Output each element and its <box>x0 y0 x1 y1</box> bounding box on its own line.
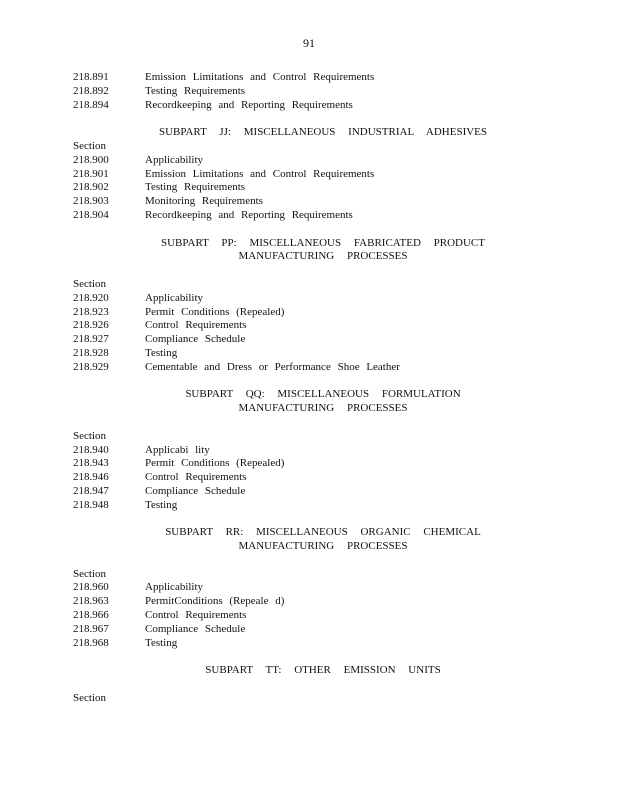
section-label: Section <box>73 429 106 442</box>
section-title: Testing Requirements <box>145 181 246 194</box>
section-title: Recordkeeping and Reporting Requirements <box>145 208 353 221</box>
section-number: 218.894 <box>73 98 109 111</box>
section-number: 218.903 <box>73 195 109 208</box>
section-title: PermitConditions (Repeale d) <box>145 595 285 608</box>
section-number: 218.926 <box>73 319 109 332</box>
section-title: Testing Requirements <box>145 84 246 97</box>
section-title: Emission Limitations and Control Requirements <box>145 167 375 180</box>
section-title: Control Requirements <box>145 319 247 332</box>
section-label: Section <box>73 277 106 290</box>
subpart-jj-list <box>73 154 573 223</box>
list-item <box>73 71 573 85</box>
section-number: 218.929 <box>73 360 109 373</box>
section-title: Compliance Schedule <box>145 622 246 635</box>
subpart-pp-heading-line-2: MANUFACTURING PROCESSES <box>238 250 408 263</box>
list-item <box>73 292 573 306</box>
section-number: 218.946 <box>73 471 109 484</box>
section-number: 218.968 <box>73 636 109 649</box>
list-item <box>73 609 573 623</box>
list-item <box>73 195 573 209</box>
section-title: Permit Conditions (Repealed) <box>145 305 285 318</box>
list-item <box>73 581 573 595</box>
subpart-tt-heading: SUBPART TT: OTHER EMISSION UNITS <box>205 664 441 677</box>
subpart-jj-heading: SUBPART JJ: MISCELLANEOUS INDUSTRIAL ADHESIVES <box>158 126 488 139</box>
list-item <box>73 595 573 609</box>
section-number: 218.967 <box>73 622 109 635</box>
section-title: Permit Conditions (Repealed) <box>145 457 285 470</box>
section-number: 218.966 <box>73 609 109 622</box>
section-number: 218.892 <box>73 84 109 97</box>
section-number: 218.900 <box>73 153 109 166</box>
subpart-rr-heading: SUBPART RR: MISCELLANEOUS ORGANIC CHEMICAL <box>165 526 481 539</box>
list-item <box>73 85 573 99</box>
top-section-list <box>73 71 573 112</box>
list-item <box>73 209 573 223</box>
section-title: Cementable and Dress or Performance Shoe Leather <box>145 360 400 373</box>
subpart-rr-heading-line-2: MANUFACTURING PROCESSES <box>238 540 408 553</box>
section-title: Emission Limitations and Control Requirements <box>145 71 375 83</box>
list-item <box>73 361 573 375</box>
section-title: Applicability <box>145 153 204 166</box>
list-item <box>73 444 573 458</box>
section-number: 218.927 <box>73 333 109 346</box>
subpart-pp-list <box>73 292 573 375</box>
section-number: 218.963 <box>73 595 109 608</box>
section-title: Testing <box>145 498 178 511</box>
section-title: Applicability <box>145 581 204 594</box>
section-title: Control Requirements <box>145 471 247 484</box>
list-item <box>73 485 573 499</box>
section-title: Monitoring Requirements <box>145 195 263 208</box>
section-title: Applicability <box>145 291 204 304</box>
section-title: Testing <box>145 636 178 649</box>
subpart-rr-list <box>73 581 573 650</box>
list-item <box>73 306 573 320</box>
list-item <box>73 319 573 333</box>
subpart-qq-heading: SUBPART QQ: MISCELLANEOUS FORMULATION <box>185 388 461 401</box>
section-number: 218.943 <box>73 457 109 470</box>
list-item <box>73 457 573 471</box>
page-number: 91 <box>303 36 315 50</box>
section-label: Section <box>73 691 106 704</box>
section-title: Control Requirements <box>145 609 247 622</box>
section-number: 218.920 <box>73 291 109 304</box>
subpart-qq-list <box>73 444 573 513</box>
list-item <box>73 333 573 347</box>
section-number: 218.902 <box>73 181 109 194</box>
section-label: Section <box>73 139 106 152</box>
subpart-pp-heading: SUBPART PP: MISCELLANEOUS FABRICATED PRODUCT <box>161 236 485 249</box>
section-title: Compliance Schedule <box>145 484 246 497</box>
section-number: 218.948 <box>73 498 109 511</box>
section-number: 218.947 <box>73 484 109 497</box>
section-number: 218.928 <box>73 346 109 359</box>
list-item <box>73 471 573 485</box>
list-item <box>73 154 573 168</box>
list-item <box>73 168 573 182</box>
section-number: 218.940 <box>73 443 109 456</box>
list-item <box>73 623 573 637</box>
subpart-qq-heading-line-2: MANUFACTURING PROCESSES <box>238 402 408 415</box>
section-number: 218.960 <box>73 581 109 594</box>
list-item <box>73 499 573 513</box>
section-title: Applicabi lity <box>145 443 210 456</box>
list-item <box>73 181 573 195</box>
section-number: 218.904 <box>73 208 109 221</box>
section-title: Compliance Schedule <box>145 333 246 346</box>
list-item <box>73 637 573 651</box>
section-title: Testing <box>145 346 178 359</box>
section-number: 218.891 <box>73 71 109 83</box>
table-of-contents <box>73 71 573 706</box>
list-item <box>73 99 573 113</box>
section-title: Recordkeeping and Reporting Requirements <box>145 98 353 111</box>
list-item <box>73 347 573 361</box>
section-number: 218.923 <box>73 305 109 318</box>
section-number: 218.901 <box>73 167 109 180</box>
section-label: Section <box>73 567 106 580</box>
